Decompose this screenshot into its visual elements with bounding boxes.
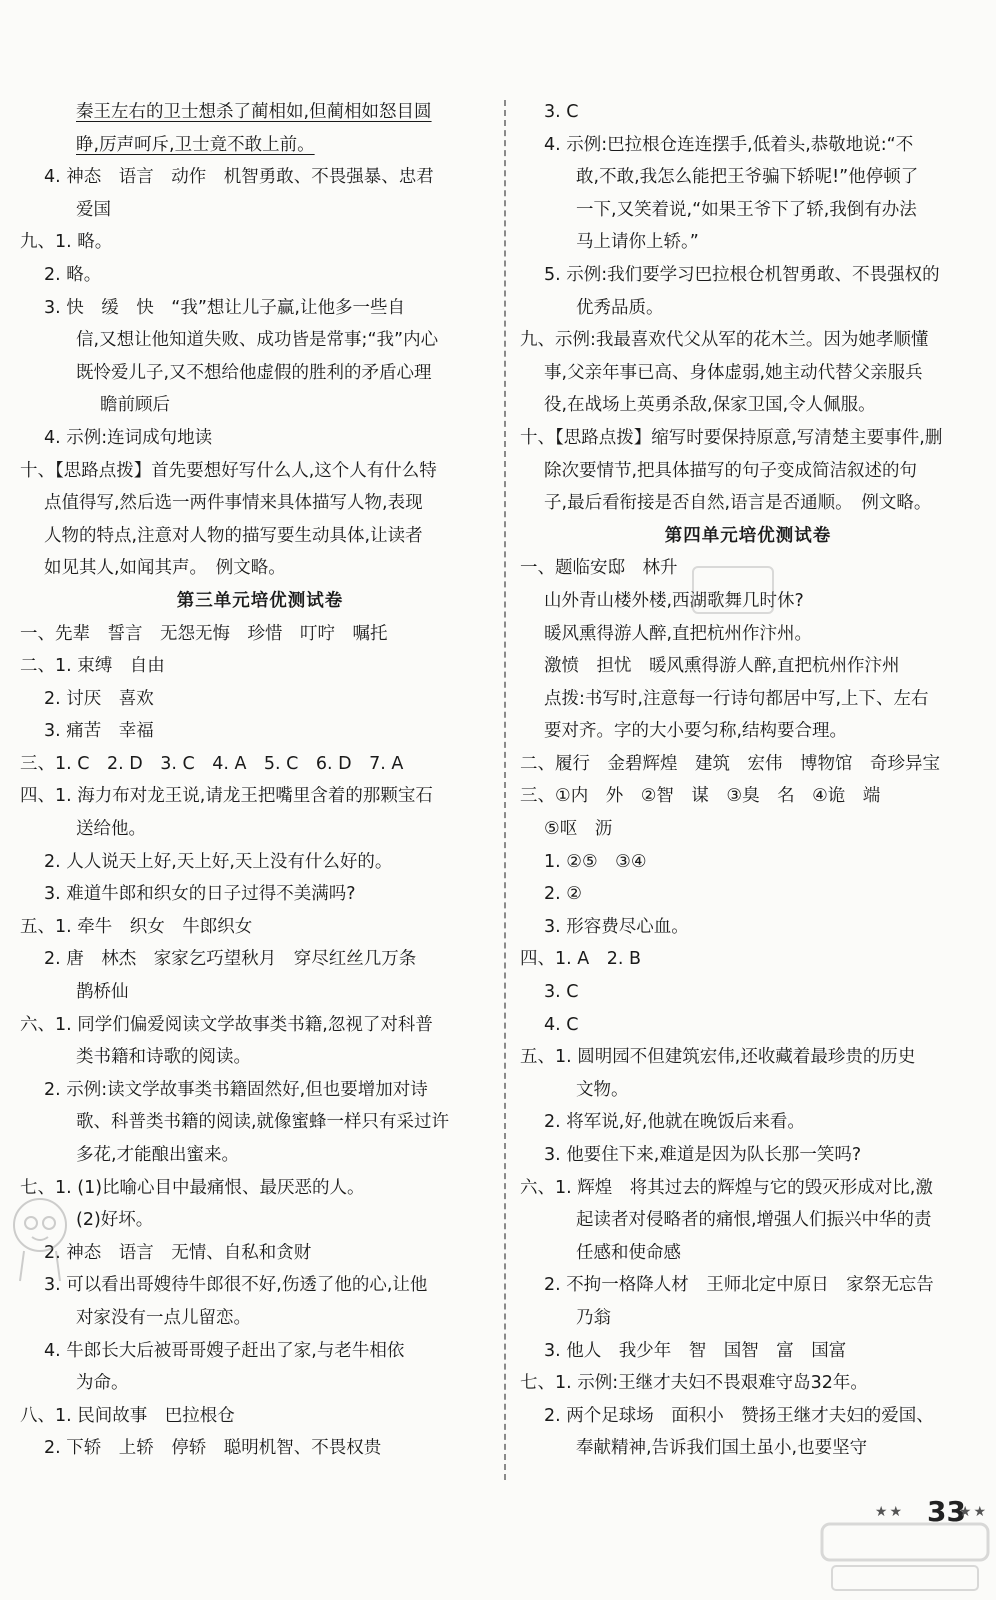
answer-line bbox=[520, 324, 976, 357]
answer-text: 一、题临安邸 林升 bbox=[520, 558, 678, 579]
answer-text: 十、【思路点拨】首先要想好写什么人,这个人有什么特 bbox=[20, 460, 437, 481]
answer-text: 2. 不拘一格降人材 王师北定中原日 家祭无忘告 bbox=[544, 1275, 934, 1296]
answer-text: 鹊桥仙 bbox=[76, 982, 129, 1003]
stars-left-decoration: ★★ bbox=[874, 1504, 904, 1520]
answer-line bbox=[20, 1074, 500, 1107]
answer-text: 三、①内 外 ②智 谋 ③臭 名 ④诡 端 bbox=[520, 786, 881, 807]
answer-text: 七、1. (1)比喻心目中最痛恨、最厌恶的人。 bbox=[20, 1177, 365, 1198]
answer-line bbox=[520, 1139, 976, 1172]
answer-text: 2. 略。 bbox=[44, 264, 102, 285]
answer-text: 敢,不敢,我怎么能把王爷骗下轿呢!”他停顿了 bbox=[576, 167, 919, 188]
answer-text: 4. 示例:巴拉根仓连连摆手,低着头,恭敬地说:“不 bbox=[544, 134, 914, 155]
answer-text: 4. 牛郎长大后被哥哥嫂子赶出了家,与老牛相依 bbox=[44, 1340, 405, 1361]
answer-text: 4. 示例:连词成句地读 bbox=[44, 427, 213, 448]
stars-right-decoration: ★★ bbox=[958, 1504, 988, 1520]
answer-line bbox=[520, 389, 976, 422]
answer-line bbox=[520, 976, 976, 1009]
answer-line bbox=[520, 1041, 976, 1074]
answer-line bbox=[520, 161, 976, 194]
answer-line bbox=[520, 487, 976, 520]
answer-line bbox=[520, 96, 976, 129]
answer-text: 4. C bbox=[544, 1014, 579, 1035]
answer-line bbox=[20, 357, 500, 390]
left-column bbox=[20, 96, 500, 1465]
answer-line bbox=[20, 455, 500, 488]
answer-line bbox=[20, 1009, 500, 1042]
answer-line bbox=[520, 1009, 976, 1042]
answer-text: 五、1. 牵牛 织女 牛郎织女 bbox=[20, 916, 253, 937]
right-column bbox=[520, 96, 976, 1465]
answer-text: 2. 讨厌 喜欢 bbox=[44, 688, 154, 709]
answer-line bbox=[20, 1139, 500, 1172]
answer-text: 八、1. 民间故事 巴拉根仓 bbox=[20, 1405, 235, 1426]
answer-text: 2. 两个足球场 面积小 赞扬王继才夫妇的爱国、 bbox=[544, 1405, 934, 1426]
answer-text: 一下,又笑着说,“如果王爷下了轿,我倒有办法 bbox=[576, 199, 917, 220]
answer-line bbox=[520, 1269, 976, 1302]
answer-text: 3. 痛苦 幸福 bbox=[44, 721, 154, 742]
answer-text: 山外青山楼外楼,西湖歌舞几时休? bbox=[544, 590, 804, 611]
answer-text: 点值得写,然后选一两件事情来具体描写人物,表现 bbox=[44, 493, 423, 514]
answer-line bbox=[520, 129, 976, 162]
answer-text: 3. 形容费尽心血。 bbox=[544, 916, 689, 937]
answer-line bbox=[520, 1237, 976, 1270]
answer-text: 任感和使命感 bbox=[576, 1242, 681, 1263]
answer-line bbox=[520, 1367, 976, 1400]
answer-line bbox=[520, 618, 976, 651]
answer-line bbox=[520, 194, 976, 227]
answer-line bbox=[20, 552, 500, 585]
stamp-mark bbox=[692, 566, 774, 614]
answer-text: 点拨:书写时,注意每一行诗句都居中写,上下、左右 bbox=[544, 688, 929, 709]
answer-text: 3. 难道牛郎和织女的日子过得不美满吗? bbox=[44, 884, 356, 905]
answer-line bbox=[20, 1172, 500, 1205]
answer-text: 秦王左右的卫士想杀了蔺相如,但蔺相如怒目圆 bbox=[76, 102, 432, 122]
answer-text: 2. 唐 林杰 家家乞巧望秋月 穿尽红丝几万条 bbox=[44, 949, 417, 970]
answer-text: 一、先辈 誓言 无怨无悔 珍惜 叮咛 嘱托 bbox=[20, 623, 388, 644]
answer-text: 3. 他人 我少年 智 国智 富 国富 bbox=[544, 1340, 847, 1361]
answer-text: 爱国 bbox=[76, 199, 111, 220]
answer-text: 对家没有一点儿留恋。 bbox=[76, 1307, 251, 1328]
answer-line bbox=[520, 1432, 976, 1465]
answer-text: 激愤 担忧 暖风熏得游人醉,直把杭州作汴州 bbox=[544, 656, 900, 677]
answer-line bbox=[520, 911, 976, 944]
answer-line bbox=[20, 1204, 500, 1237]
answer-text: (2)好坏。 bbox=[76, 1210, 154, 1231]
answer-line bbox=[520, 780, 976, 813]
answer-line bbox=[20, 1041, 500, 1074]
answer-text: 三、1. C 2. D 3. C 4. A 5. C 6. D 7. A bbox=[20, 753, 404, 774]
section-title bbox=[20, 585, 500, 618]
answer-line bbox=[520, 1335, 976, 1368]
answer-text: 奉献精神,告诉我们国土虽小,也要坚守 bbox=[576, 1438, 868, 1459]
answer-line bbox=[520, 226, 976, 259]
answer-line bbox=[20, 911, 500, 944]
answer-text: 2. 示例:读文学故事类书籍固然好,但也要增加对诗 bbox=[44, 1079, 428, 1100]
answer-text: 六、1. 辉煌 将其过去的辉煌与它的毁灭形成对比,激 bbox=[520, 1177, 933, 1198]
answer-line bbox=[520, 455, 976, 488]
answer-line bbox=[20, 976, 500, 1009]
answer-line bbox=[520, 1172, 976, 1205]
answer-text: 六、1. 同学们偏爱阅读文学故事类书籍,忽视了对科普 bbox=[20, 1014, 433, 1035]
answer-line bbox=[20, 1432, 500, 1465]
answer-line bbox=[20, 618, 500, 651]
answer-line bbox=[20, 1269, 500, 1302]
page-number: 33 bbox=[927, 1495, 966, 1528]
answer-text: 歌、科普类书籍的阅读,就像蜜蜂一样只有采过许 bbox=[76, 1112, 450, 1133]
answer-line bbox=[20, 748, 500, 781]
answer-text: 役,在战场上英勇杀敌,保家卫国,令人佩服。 bbox=[544, 395, 876, 416]
answer-line bbox=[20, 487, 500, 520]
answer-line bbox=[20, 943, 500, 976]
answer-line bbox=[20, 96, 500, 129]
answer-line bbox=[20, 194, 500, 227]
answer-line bbox=[520, 1302, 976, 1335]
watermark-logo bbox=[820, 1520, 990, 1594]
answer-text: 2. 下轿 上轿 停轿 聪明机智、不畏权贵 bbox=[44, 1438, 382, 1459]
answer-text: 马上请你上轿。” bbox=[576, 232, 699, 253]
answer-text: 信,又想让他知道失败、成功皆是常事;“我”内心 bbox=[76, 330, 439, 351]
answer-text: 除次要情节,把具体描写的句子变成简洁叙述的句 bbox=[544, 460, 918, 481]
answer-line bbox=[520, 422, 976, 455]
answer-line bbox=[20, 1400, 500, 1433]
answer-text: ⑤呕 沥 bbox=[544, 819, 613, 840]
answer-text: 五、1. 圆明园不但建筑宏伟,还收藏着最珍贵的历史 bbox=[520, 1047, 916, 1068]
answer-text: 事,父亲年事已高、身体虚弱,她主动代替父亲服兵 bbox=[544, 362, 923, 383]
answer-line bbox=[520, 650, 976, 683]
answer-text: 九、示例:我最喜欢代父从军的花木兰。因为她孝顺懂 bbox=[520, 330, 929, 351]
answer-text: 优秀品质。 bbox=[576, 297, 664, 318]
answer-line bbox=[20, 650, 500, 683]
answer-line bbox=[20, 226, 500, 259]
answer-text: 四、1. 海力布对龙王说,请龙王把嘴里含着的那颗宝石 bbox=[20, 786, 433, 807]
answer-text: 4. 神态 语言 动作 机智勇敢、不畏强暴、忠君 bbox=[44, 167, 434, 188]
answer-line bbox=[520, 1204, 976, 1237]
answer-text: 十、【思路点拨】缩写时要保持原意,写清楚主要事件,删 bbox=[520, 427, 943, 448]
answer-text: 睁,厉声呵斥,卫士竟不敢上前。 bbox=[76, 134, 315, 155]
answer-text: 2. ② bbox=[544, 884, 582, 905]
answer-line bbox=[20, 683, 500, 716]
answer-line bbox=[20, 878, 500, 911]
answer-text: 要对齐。字的大小要匀称,结构要合理。 bbox=[544, 721, 848, 742]
answer-text: 3. C bbox=[544, 982, 579, 1003]
answer-line bbox=[520, 813, 976, 846]
answer-line bbox=[520, 1074, 976, 1107]
answer-text: 九、1. 略。 bbox=[20, 232, 113, 253]
answer-line bbox=[20, 846, 500, 879]
answer-text: 四、1. A 2. B bbox=[520, 949, 641, 970]
answer-line bbox=[520, 943, 976, 976]
answer-text: 3. 可以看出哥嫂待牛郎很不好,伤透了他的心,让他 bbox=[44, 1275, 428, 1296]
answer-text: 人物的特点,注意对人物的描写要生动具体,让读者 bbox=[44, 525, 423, 546]
answer-text: 多花,才能酿出蜜来。 bbox=[76, 1145, 240, 1165]
answer-line bbox=[20, 292, 500, 325]
column-divider bbox=[504, 100, 506, 1480]
answer-text: 起读者对侵略者的痛恨,增强人们振兴中华的责 bbox=[576, 1210, 932, 1231]
answer-line bbox=[20, 1237, 500, 1270]
answer-line bbox=[20, 780, 500, 813]
answer-text: 类书籍和诗歌的阅读。 bbox=[76, 1047, 251, 1068]
section-title bbox=[520, 520, 976, 553]
answer-line bbox=[520, 748, 976, 781]
answer-text: 文物。 bbox=[576, 1079, 629, 1100]
answer-line bbox=[520, 1400, 976, 1433]
answer-line bbox=[20, 324, 500, 357]
answer-line bbox=[20, 715, 500, 748]
answer-line bbox=[20, 520, 500, 553]
answer-text: 2. 人人说天上好,天上好,天上没有什么好的。 bbox=[44, 851, 393, 872]
answer-text: 瞻前顾后 bbox=[100, 395, 170, 416]
answer-line bbox=[520, 878, 976, 911]
answer-line bbox=[20, 1302, 500, 1335]
answer-line bbox=[520, 357, 976, 390]
answer-text: 5. 示例:我们要学习巴拉根仓机智勇敢、不畏强权的 bbox=[544, 264, 940, 285]
answer-text: 3. 快 缓 快 “我”想让儿子赢,让他多一些自 bbox=[44, 297, 405, 318]
answer-line bbox=[20, 422, 500, 455]
answer-line bbox=[20, 389, 500, 422]
answer-line bbox=[20, 1335, 500, 1368]
answer-text: 子,最后看衔接是否自然,语言是否通顺。 例文略。 bbox=[544, 493, 932, 514]
answer-text: 暖风熏得游人醉,直把杭州作汴州。 bbox=[544, 623, 813, 644]
answer-text: 送给他。 bbox=[76, 819, 146, 840]
answer-text: 乃翁 bbox=[576, 1307, 611, 1328]
answer-text: 既怜爱儿子,又不想给他虚假的胜利的矛盾心理 bbox=[76, 362, 432, 383]
answer-text: 如见其人,如闻其声。 例文略。 bbox=[44, 558, 286, 579]
answer-text: 第三单元培优测试卷 bbox=[176, 590, 344, 611]
answer-line bbox=[520, 292, 976, 325]
answer-text: 2. 神态 语言 无情、自私和贪财 bbox=[44, 1242, 312, 1263]
answer-line bbox=[520, 259, 976, 292]
answer-line bbox=[520, 715, 976, 748]
answer-text: 为命。 bbox=[76, 1373, 129, 1394]
answer-text: 第四单元培优测试卷 bbox=[664, 525, 832, 546]
answer-text: 二、履行 金碧辉煌 建筑 宏伟 博物馆 奇珍异宝 bbox=[520, 753, 940, 774]
answer-line bbox=[20, 1367, 500, 1400]
answer-line bbox=[20, 259, 500, 292]
answer-line bbox=[20, 161, 500, 194]
answer-line bbox=[520, 683, 976, 716]
answer-text: 3. C bbox=[544, 102, 579, 122]
answer-line bbox=[520, 1106, 976, 1139]
answer-text: 二、1. 束缚 自由 bbox=[20, 656, 165, 677]
answer-text: 七、1. 示例:王继才夫妇不畏艰难守岛32年。 bbox=[520, 1373, 868, 1394]
answer-text: 3. 他要住下来,难道是因为队长那一笑吗? bbox=[544, 1145, 862, 1165]
answer-line bbox=[20, 1106, 500, 1139]
answer-text: 1. ②⑤ ③④ bbox=[544, 851, 647, 872]
answer-text: 2. 将军说,好,他就在晚饭后来看。 bbox=[544, 1112, 805, 1133]
answer-line bbox=[20, 813, 500, 846]
mascot-illustration bbox=[4, 1185, 74, 1285]
answer-line bbox=[20, 129, 500, 162]
answer-line bbox=[520, 846, 976, 879]
